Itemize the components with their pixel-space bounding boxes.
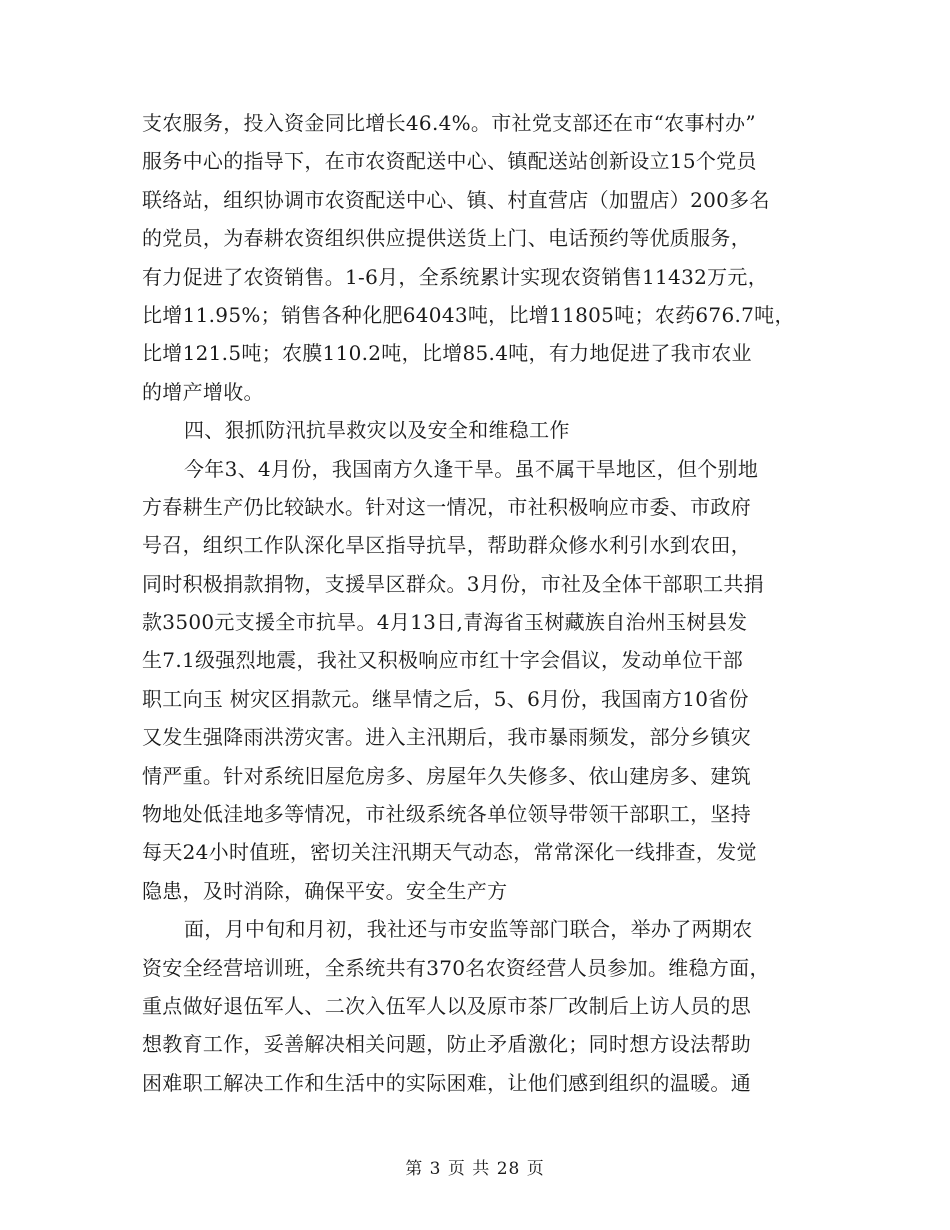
text-line: 比增121.5吨；农膜110.2吨，比增85.4吨，有力地促进了我市农业 — [142, 341, 752, 366]
text-line: 方春耕生产仍比较缺水。针对这一情况，市社积极响应市委、市政府 — [142, 494, 751, 519]
text-line: 重点做好退伍军人、二次入伍军人以及原市茶厂改制后上访人员的思 — [142, 993, 751, 1018]
text-line: 号召，组织工作队深化旱区指导抗旱，帮助群众修水利引水到农田， — [142, 533, 751, 558]
text-line: 物地处低洼地多等情况，市社级系统各单位领导带领干部职工，坚持 — [142, 802, 751, 827]
text-line: 面，月中旬和月初，我社还与市安监等部门联合，举办了两期农 — [184, 917, 753, 942]
text-line: 想教育工作，妥善解决相关问题，防止矛盾激化；同时想方设法帮助 — [142, 1032, 751, 1057]
text-line: 服务中心的指导下，在市农资配送中心、镇配送站创新设立15个党员 — [142, 149, 757, 174]
text-line: 困难职工解决工作和生活中的实际困难，让他们感到组织的温暖。通 — [142, 1070, 751, 1095]
text-line: 今年3、4月份，我国南方久逢干旱。虽不属干旱地区，但个别地 — [184, 456, 759, 481]
document-body — [142, 104, 822, 1102]
text-line: 每天24小时值班，密切关注汛期天气动态，常常深化一线排查，发觉 — [142, 840, 757, 865]
text-line: 情严重。针对系统旧屋危房多、房屋年久失修多、依山建房多、建筑 — [142, 763, 751, 788]
text-line: 有力促进了农资销售。1-6月，全系统累计实现农资销售11432万元， — [142, 264, 769, 289]
text-line: 隐患，及时消除，确保平安。安全生产方 — [142, 878, 508, 903]
text-line: 又发生强降雨洪涝灾害。进入主汛期后，我市暴雨频发，部分乡镇灾 — [142, 725, 751, 750]
text-line: 的党员，为春耕农资组织供应提供送货上门、电话预约等优质服务， — [142, 226, 751, 251]
text-line: 支农服务，投入资金同比增长46.4%。市社党支部还在市“农事村办” — [142, 111, 756, 135]
text-line: 的增产增收。 — [142, 379, 264, 404]
text-line: 同时积极捐款捐物，支援旱区群众。3月份，市社及全体干部职工共捐 — [142, 571, 765, 596]
text-line: 资安全经营培训班，全系统共有370名农资经营人员参加。维稳方面， — [142, 955, 770, 980]
text-line: 款3500元支援全市抗旱。4月13日,青海省玉树藏族自治州玉树县发 — [142, 610, 748, 635]
section-heading: 四、狠抓防汛抗旱救灾以及安全和维稳工作 — [184, 418, 570, 443]
page-number-footer: 第 3 页 共 28 页 — [405, 1159, 545, 1179]
text-line: 生7.1级强烈地震，我社又积极响应市红十字会倡议，发动单位干部 — [142, 648, 744, 673]
text-line: 比增11.95%；销售各种化肥64043吨，比增11805吨；农药676.7吨， — [142, 302, 795, 327]
text-line: 联络站，组织协调市农资配送中心、镇、村直营店（加盟店）200多名 — [142, 187, 770, 212]
text-line: 职工向玉 树灾区捐款元。继旱情之后，5、6月份，我国南方10省份 — [142, 686, 749, 711]
